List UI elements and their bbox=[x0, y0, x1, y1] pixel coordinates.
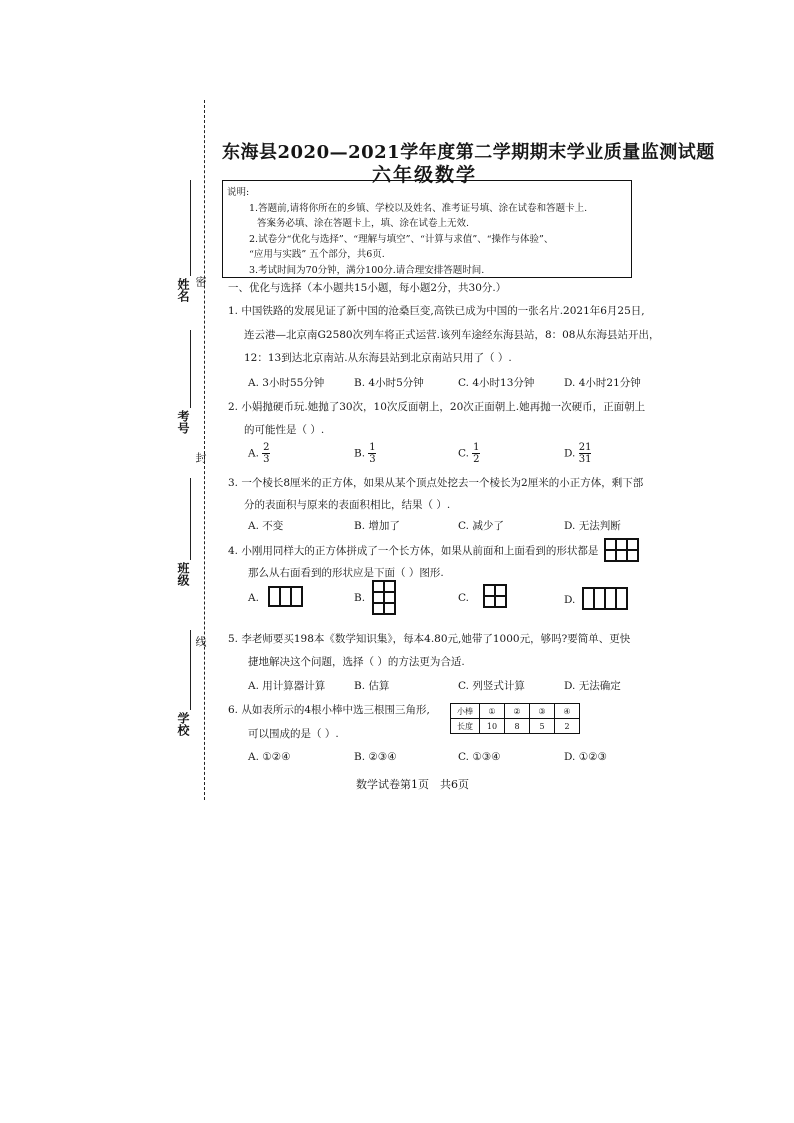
question-2-line: 2. 小娟抛硬币玩.她抛了30次，10次反面朝上，20次正面朝上.她再抛一次硬币，正面朝上 bbox=[228, 401, 646, 413]
question-1-option-a[interactable]: A. 3小时55分钟 bbox=[248, 377, 325, 389]
table-cell: 5 bbox=[530, 719, 555, 734]
fraction bbox=[472, 442, 480, 465]
table-cell: 8 bbox=[505, 719, 530, 734]
question-1-line: 连云港—北京南G2580次列车将正式运营.该列车途经东海县站，8：08从东海县站开出， bbox=[244, 329, 660, 341]
question-4-view-figure bbox=[604, 538, 639, 562]
question-2-option-d[interactable] bbox=[564, 442, 591, 465]
question-5-line: 捷地解决这个问题，选择（ ）的方法更为合适. bbox=[248, 656, 465, 668]
numerator: 1 bbox=[369, 442, 376, 453]
fraction bbox=[262, 442, 270, 465]
question-4-option-b-figure bbox=[372, 580, 396, 615]
table-cell: 10 bbox=[480, 719, 505, 734]
question-4-option-d-figure bbox=[582, 587, 628, 610]
question-2-option-c[interactable] bbox=[458, 442, 480, 465]
question-1-option-c[interactable]: C. 4小时13分钟 bbox=[458, 377, 535, 389]
table-row bbox=[451, 719, 580, 734]
table-row-header: 小棒 bbox=[451, 704, 480, 719]
sticks-table bbox=[450, 703, 580, 734]
question-1-option-b[interactable]: B. 4小时5分钟 bbox=[354, 377, 424, 389]
table-row bbox=[451, 704, 580, 719]
fraction bbox=[579, 442, 592, 465]
option-letter: A. bbox=[248, 447, 259, 460]
instruction-item: 3.考试时间为70分钟，满分100分.请合理安排答题时间. bbox=[249, 265, 485, 276]
table-row-header: 长度 bbox=[451, 719, 480, 734]
question-4-line: 4. 小刚用同样大的正方体拼成了一个长方体，如果从前面和上面看到的形状都是 bbox=[228, 545, 599, 557]
table-cell: ④ bbox=[555, 704, 580, 719]
question-5-option-b[interactable]: B. 估算 bbox=[354, 680, 390, 692]
table-cell: 2 bbox=[555, 719, 580, 734]
question-4-option-c[interactable]: C. bbox=[458, 592, 469, 604]
question-6-option-a[interactable]: A. ①②④ bbox=[248, 751, 291, 763]
question-2-option-b[interactable] bbox=[354, 442, 376, 465]
instruction-item: “应用与实践” 五个部分，共6页. bbox=[249, 249, 385, 260]
question-4-option-a-figure bbox=[268, 586, 303, 607]
table-cell: ① bbox=[480, 704, 505, 719]
denominator: 2 bbox=[473, 454, 480, 465]
option-letter: C. bbox=[458, 447, 469, 460]
class-label: 班级 bbox=[176, 562, 190, 586]
question-5-line: 5. 李老师要买198本《数学知识集》，每本4.80元,她带了1000元，够吗?要简单、更快 bbox=[228, 633, 631, 645]
question-3-option-d[interactable]: D. 无法判断 bbox=[564, 520, 621, 532]
option-letter: B. bbox=[354, 447, 366, 460]
instruction-item: 2.试卷分“优化与选择”、“理解与填空”、“计算与求值”、“操作与体验”、 bbox=[249, 234, 554, 245]
exam-number-label: 考号 bbox=[176, 410, 190, 434]
table-cell: ③ bbox=[530, 704, 555, 719]
seal-mark-xian: 线 bbox=[194, 636, 207, 647]
question-3-option-b[interactable]: B. 增加了 bbox=[354, 520, 400, 532]
question-3-line: 3. 一个棱长8厘米的正方体，如果从某个顶点处挖去一个棱长为2厘米的小正方体，剩下部 bbox=[228, 477, 644, 489]
numerator: 21 bbox=[578, 442, 592, 453]
seal-mark-feng: 封 bbox=[194, 452, 207, 463]
question-5-option-a[interactable]: A. 用计算器计算 bbox=[248, 680, 326, 692]
question-6-option-c[interactable]: C. ①③④ bbox=[458, 751, 501, 763]
name-blank bbox=[190, 180, 191, 276]
question-2-line: 的可能性是（ ）. bbox=[244, 424, 325, 436]
question-3-option-a[interactable]: A. 不变 bbox=[248, 520, 284, 532]
question-4-option-c-figure bbox=[483, 584, 507, 608]
question-3-option-c[interactable]: C. 减少了 bbox=[458, 520, 504, 532]
question-6-line: 6. 从如表所示的4根小棒中选三根围三角形, bbox=[228, 704, 430, 716]
question-1-line: 12：13到达北京南站.从东海县站到北京南站只用了（ ）. bbox=[244, 352, 512, 364]
question-6-option-d[interactable]: D. ①②③ bbox=[564, 751, 607, 763]
question-6-line: 可以围成的是（ ）. bbox=[248, 728, 339, 740]
numerator: 2 bbox=[263, 442, 270, 453]
question-2-option-a[interactable] bbox=[248, 442, 270, 465]
question-5-option-d[interactable]: D. 无法确定 bbox=[564, 680, 621, 692]
seal-mark-mi: 密 bbox=[194, 276, 207, 287]
denominator: 31 bbox=[578, 454, 592, 465]
school-blank bbox=[190, 630, 191, 710]
binding-dashed-line bbox=[204, 100, 205, 800]
instruction-item: 答案务必填、涂在答题卡上，填、涂在试卷上无效. bbox=[257, 218, 470, 229]
denominator: 3 bbox=[369, 454, 376, 465]
instructions-box bbox=[222, 180, 632, 278]
instruction-item: 1.答题前,请将你所在的乡镇、学校以及姓名、准考证号填、涂在试卷和答题卡上. bbox=[249, 203, 588, 214]
question-4-option-a[interactable]: A. bbox=[248, 592, 259, 604]
section-heading: 一、优化与选择（本小题共15小题，每小题2分，共30分.） bbox=[228, 282, 507, 294]
question-4-line: 那么从右面看到的形状应是下面（ ）图形. bbox=[248, 567, 444, 579]
school-label: 学校 bbox=[176, 712, 190, 736]
numerator: 1 bbox=[473, 442, 480, 453]
page-footer: 数学试卷第1页 共6页 bbox=[356, 778, 469, 791]
fraction bbox=[368, 442, 376, 465]
instructions-heading: 说明: bbox=[227, 187, 250, 198]
option-letter: D. bbox=[564, 447, 576, 460]
exam-title: 东海县2020—2021学年度第二学期期末学业质量监测试题 bbox=[222, 142, 715, 163]
exam-subtitle: 六年级数学 bbox=[372, 164, 478, 186]
exam-number-blank bbox=[190, 330, 191, 408]
name-label: 姓名 bbox=[176, 278, 190, 302]
denominator: 3 bbox=[263, 454, 270, 465]
question-4-option-d[interactable]: D. bbox=[564, 594, 576, 606]
question-4-option-b[interactable]: B. bbox=[354, 592, 366, 604]
question-1-line: 1. 中国铁路的发展见证了新中国的沧桑巨变,高铁已成为中国的一张名片.2021年6月25日, bbox=[228, 305, 645, 317]
question-6-option-b[interactable]: B. ②③④ bbox=[354, 751, 397, 763]
question-3-line: 分的表面积与原来的表面积相比，结果（ ）. bbox=[244, 499, 451, 511]
class-blank bbox=[190, 478, 191, 560]
table-cell: ② bbox=[505, 704, 530, 719]
question-5-option-c[interactable]: C. 列竖式计算 bbox=[458, 680, 525, 692]
question-1-option-d[interactable]: D. 4小时21分钟 bbox=[564, 377, 641, 389]
